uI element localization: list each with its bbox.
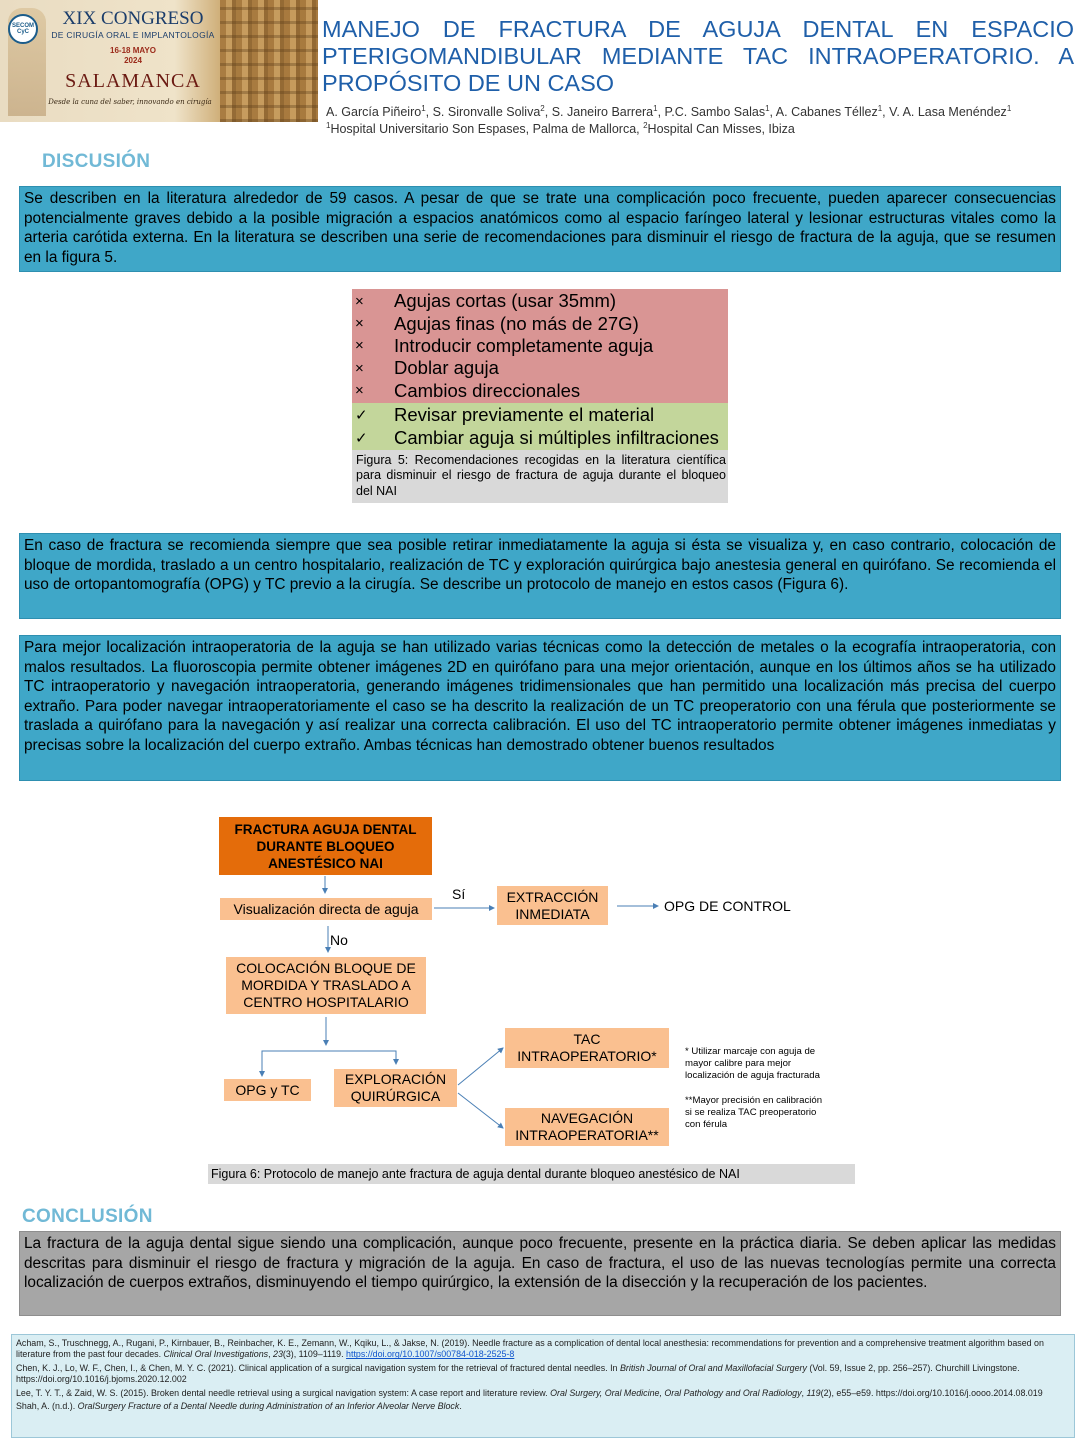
cross-icon: × [355, 337, 364, 355]
figure-5-caption: Figura 5: Recomendaciones recogidas en la literatura científica para disminuir el riesgo de fractura de aguja durante el bloqueo del NAI [352, 450, 728, 503]
flow-navigation-box: NAVEGACIÓN INTRAOPERATORIA** [505, 1108, 669, 1146]
reference-item: Shah, A. (n.d.). OralSurgery Fracture of a Dental Needle during Administration of an Inferior Alveolar Nerve Block. [16, 1401, 462, 1412]
flow-bite-block-box: COLOCACIÓN BLOQUE DE MORDIDA Y TRASLADO A CENTRO HOSPITALARIO [226, 957, 426, 1014]
congress-subtitle: DE CIRUGÍA ORAL E IMPLANTOLOGÍA [51, 30, 215, 40]
flow-opg-tc-box: OPG y TC [224, 1079, 311, 1101]
list-item: ✓ Cambiar aguja si múltiples infiltraciones [352, 426, 728, 448]
poster-title: MANEJO DE FRACTURA DE AGUJA DENTAL EN ESPACIO PTERIGOMANDIBULAR MEDIANTE TAC INTRAOPERATORIO. A PROPÓSITO DE UN CASO [322, 16, 1074, 96]
flow-yes-label: Sí [452, 886, 466, 902]
list-item: × Agujas cortas (usar 35mm) [352, 290, 728, 312]
figure-6-caption: Figura 6: Protocolo de manejo ante fractura de aguja dental durante bloqueo anestésico de NAI [208, 1164, 855, 1184]
discussion-paragraph-3: Para mejor localización intraoperatoria de la aguja se han utilizado varias técnicas como la detección de metales o la ecografía intraoperatoria, con malos resultados. La fluoroscopia permite obtener imágenes 2D en quirófano para una mejor orientación, aunque en los últimos años se ha utilizado TC intraoperatorio y navegación intraoperatoria, generando imágenes tridimensionales que han permitido una localización más precisa del cuerpo extraño. Para poder navegar intraoperatoriamente el caso se ha descrito la realización de un TC preoperatorio con una férula que posteriormente se traslada a quirófano para la navegación y así realizar una correcta calibración. El uso del TC intraoperatorio permite obtener imágenes inmediatas y precisas sobre la localización del cuerpo extraño. Ambas técnicas han demostrado obtener buenos resultados [19, 635, 1061, 781]
flow-opg-control-label: OPG DE CONTROL [664, 898, 791, 914]
reference-item: Chen, K. J., Lo, W. F., Chen, I., & Chen, M. Y. C. (2021). Clinical application of a surgical navigation system for the retrieval of fractured dental needles. In British Journal of Oral and Maxillofacial Surgery (Vol. 59, Issue 2, pp. 256–257). Churchill Livingstone. https://doi.org/10.1016/j.bjoms.2020.12.002 [16, 1362, 1020, 1385]
cross-icon: × [355, 315, 364, 333]
flow-visualization-box: Visualización directa de aguja [220, 898, 432, 920]
check-icon: ✓ [355, 429, 368, 447]
congress-banner [0, 0, 318, 122]
discussion-paragraph-2: En caso de fractura se recomienda siempre que sea posible retirar inmediatamente la aguja si ésta se visualiza y, en caso contrario, colocación de bloque de mordida, traslado a un centro hospitalario, realización de TC y exploración quirúrgica bajo anestesia general en quirófano. Se recomienda el uso de ortopantomografía (OPG) y TC previo a la cirugía. Se describe un protocolo de manejo en estos casos (Figura 6). [19, 533, 1061, 619]
conclusion-heading: CONCLUSIÓN [22, 1206, 153, 1227]
conclusion-paragraph: La fractura de la aguja dental sigue siendo una complicación, aunque poco frecuente, presente en la práctica diaria. Se deben aplicar las medidas descritas para disminuir el riesgo de fractura y migración de la aguja. En caso de fractura, el uso de las nuevas tecnologías permite una correcta localización de cuerpos extraños, disminuyendo el tiempo quirúrgico, la extensión de la disección y la recuperación de los pacientes. [19, 1231, 1061, 1316]
flow-note-2: **Mayor precisión en calibración si se realiza TAC preoperatorio con férula [685, 1095, 823, 1130]
list-item: × Agujas finas (no más de 27G) [352, 312, 728, 334]
flow-surgical-exploration-box: EXPLORACIÓN QUIRÚRGICA [334, 1069, 457, 1107]
congress-motto: Desde la cuna del saber, innovando en cirugía [48, 98, 212, 106]
check-icon: ✓ [355, 407, 368, 425]
congress-dates: 16-18 MAYO 2024 [110, 46, 156, 65]
cross-icon: × [355, 382, 364, 400]
flow-start-box: FRACTURA AGUJA DENTAL DURANTE BLOQUEO ANESTÉSICO NAI [219, 817, 432, 875]
cross-icon: × [355, 292, 364, 310]
figure-5 [352, 289, 728, 503]
do-list [352, 403, 728, 450]
references [11, 1334, 1075, 1438]
flow-no-label: No [330, 932, 348, 948]
discussion-paragraph-1: Se describen en la literatura alrededor de 59 casos. A pesar de que se trate una complicación poco frecuente, pueden aparecer consecuencias potencialmente graves debido a la posible migración a espacios anatómicos como al espacio faríngeo lateral y lesionar estructuras vitales como la arteria carótida externa. En la literatura se describen una serie de recomendaciones para disminuir el riesgo de fractura de la aguja, que se resumen en la figura 5. [19, 186, 1061, 272]
congress-city: SALAMANCA [65, 70, 201, 92]
reference-item: Lee, T. Y. T., & Zaid, W. S. (2015). Broken dental needle retrieval using a surgical navigation system: A case report and literature review. Oral Surgery, Oral Medicine, Oral Pathology and Oral Radiology, 119(2), e55–e59. https://doi.org/10.1016/j.oooo.2014.08.019 [16, 1387, 1043, 1398]
cross-icon: × [355, 359, 364, 377]
reference-doi-link[interactable]: https://doi.org/10.1007/s00784-018-2525-8 [346, 1349, 515, 1360]
flow-extraction-box: EXTRACCIÓN INMEDIATA [497, 886, 608, 925]
avoid-list [352, 289, 728, 403]
discussion-heading: DISCUSIÓN [42, 151, 151, 172]
reference-item: Acham, S., Truschnegg, A., Rugani, P., Kirnbauer, B., Reinbacher, K. E., Zemann, W., Kqiku, L., & Jakse, N. (2019). Needle fracture as a complication of dental local anesthesia: recommendations for prevention and a comprehensive treatment algorithm based on literature from the past four decades. Clinical Oral Investigations, 23(3), 1109–1119. https://doi.org/10.1007/s00784-018-2525-8 [16, 1338, 1044, 1360]
list-item: × Introducir completamente aguja [352, 335, 728, 357]
list-item: × Cambios direccionales [352, 380, 728, 402]
author-list: A. García Piñeiro$^1$, S. Sironvalle Soliva$^2$, S. Janeiro Barrera$^1$, P.C. Sambo Salas$^1$, A. Cabanes Téllez$^1$, V. A. Lasa Menéndez$^1$ [326, 103, 1012, 119]
congress-title: XIX CONGRESO [62, 8, 204, 29]
secom-logo-icon: SECOM CyC [8, 14, 38, 44]
flow-intraoperative-ct-box: TAC INTRAOPERATORIO* [505, 1028, 669, 1068]
flow-note-1: * Utilizar marcaje con aguja de mayor calibre para mejor localización de aguja fracturada [685, 1046, 820, 1081]
affiliations: $^1$Hospital Universitario Son Espases, Palma de Mallorca, $^2$Hospital Can Misses, Ibiza [326, 120, 795, 136]
list-item: × Doblar aguja [352, 357, 728, 379]
list-item: ✓ Revisar previamente el material [352, 404, 728, 426]
